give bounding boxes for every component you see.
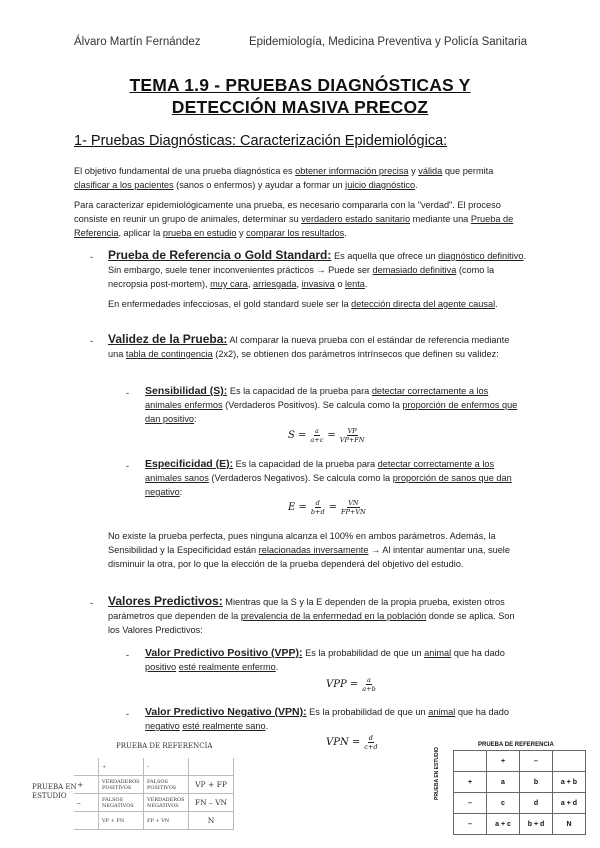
text-run: , aplicar la bbox=[118, 228, 163, 238]
predictivos-title: Valores Predictivos: bbox=[108, 594, 223, 608]
fraction bbox=[364, 734, 377, 751]
fraction bbox=[362, 676, 375, 693]
text-run: No existe la prueba perfecta, pues ninguna alcanza el 100% en ambos parámetros. Además, la Sensibilidad y la Especificidad están bbox=[108, 531, 496, 555]
bullet-dash: - bbox=[90, 252, 94, 262]
table-cell: + bbox=[454, 772, 487, 793]
text-run: que ha dado bbox=[455, 707, 509, 717]
especificidad-title: Especificidad (E): bbox=[145, 458, 234, 470]
text-run: Mientras que la S y la E dependen de la propia prueba, existen otros parámetros que dependen de la bbox=[108, 597, 505, 621]
bullet-dash: - bbox=[90, 336, 94, 346]
bullet-dash: - bbox=[126, 388, 130, 398]
fraction-numerator: a bbox=[314, 427, 319, 435]
process-paragraph bbox=[74, 198, 526, 240]
table-cell: + bbox=[99, 758, 144, 776]
table-cell bbox=[553, 751, 586, 772]
underlined-text: positivo bbox=[145, 662, 177, 672]
table-cell: c bbox=[487, 793, 520, 814]
underlined-text: verdadero estado sanitario bbox=[301, 214, 411, 224]
validez-title: Validez de la Prueba: bbox=[108, 332, 228, 346]
side-label-line: ESTUDIO bbox=[32, 792, 67, 800]
table-row bbox=[454, 751, 586, 772]
formula-lhs: VPP = bbox=[326, 679, 359, 690]
table-row bbox=[74, 794, 234, 812]
underlined-text: detección directa del agente causal bbox=[351, 299, 496, 309]
text-run: Es la capacidad de la prueba para bbox=[227, 386, 372, 396]
handwritten-table-side-label bbox=[32, 783, 77, 801]
fraction bbox=[310, 427, 323, 444]
fraction-numerator: d bbox=[368, 734, 373, 742]
table-cell: FN – VN bbox=[189, 794, 234, 812]
vpp-formula bbox=[326, 676, 376, 693]
fraction bbox=[311, 499, 325, 516]
table-cell: b bbox=[520, 772, 553, 793]
table-cell: a + d bbox=[553, 793, 586, 814]
text-run: o bbox=[334, 279, 345, 289]
table-cell: N bbox=[553, 814, 586, 835]
text-run: . Sin embargo, suele tener inconvenientes prácticos → Puede ser bbox=[108, 251, 527, 275]
handwritten-table-top-label: PRUEBA DE REFERENCIA bbox=[116, 742, 213, 750]
underlined-text: esté realmente sano bbox=[182, 721, 266, 731]
text-run: → Al intentar aumentar una, suele disminuir la otra, por lo que la elección de la prueba dependerá del objetivo del estudio. bbox=[108, 545, 510, 569]
underlined-text: proporción de enfermos que dan positivo bbox=[145, 400, 518, 424]
text-run: Es aquella que ofrece un bbox=[331, 251, 439, 261]
bullet-dash: - bbox=[126, 650, 130, 660]
table-cell: + bbox=[487, 751, 520, 772]
fraction-numerator: VN bbox=[348, 499, 359, 507]
text-run: Al comparar la nueva prueba con el estándar de referencia mediante una bbox=[108, 335, 510, 359]
formula-lhs: S = bbox=[288, 430, 307, 441]
text-run: , bbox=[247, 279, 254, 289]
table-cell: VP + FP bbox=[189, 776, 234, 794]
table-row bbox=[74, 776, 234, 794]
fraction-denominator: a+c bbox=[310, 436, 324, 444]
text-run: . bbox=[495, 299, 498, 309]
print-table-top-label: PRUEBA DE REFERENCIA bbox=[478, 742, 554, 748]
underlined-text: juicio diagnóstico bbox=[345, 180, 416, 190]
text-run: donde se aplica. Son los Valores Predictivos: bbox=[108, 611, 515, 635]
underlined-text: demasiado definitiva bbox=[372, 265, 457, 275]
fraction bbox=[340, 427, 365, 444]
underlined-text: relacionadas inversamente bbox=[258, 545, 369, 555]
underlined-text: detectar correctamente a los animales enfermos bbox=[145, 386, 489, 410]
underlined-text: clasificar a los pacientes bbox=[74, 180, 174, 190]
vpn-title: Valor Predictivo Negativo (VPN): bbox=[145, 706, 307, 718]
especificidad-paragraph bbox=[145, 457, 525, 499]
text-run: Para caracterizar epidemiológicamente una prueba, es necesario compararla con la "verdad". El proceso consiste en reunir un grupo de animales, determinar su bbox=[74, 200, 501, 224]
underlined-text: detectar correctamente a los animales sanos bbox=[145, 459, 495, 483]
gold-standard-title: Prueba de Referencia o Gold Standard: bbox=[108, 248, 332, 262]
table-cell: VERDADEROS POSITIVOS bbox=[99, 776, 144, 794]
table-cell: – bbox=[144, 758, 189, 776]
text-run: El objetivo fundamental de una prueba diagnóstica es bbox=[74, 166, 296, 176]
underlined-text: tabla de contingencia bbox=[125, 349, 213, 359]
vpn-paragraph bbox=[145, 705, 525, 733]
table-cell: a + b bbox=[553, 772, 586, 793]
table-cell: – bbox=[74, 794, 99, 812]
text-run: Es la probabilidad de que un bbox=[306, 707, 429, 717]
text-run: (Verdaderos Positivos). Se calcula como la bbox=[222, 400, 403, 410]
sensibilidad-formula bbox=[288, 427, 365, 444]
fraction-denominator: c+d bbox=[364, 743, 378, 751]
underlined-text: muy cara bbox=[210, 279, 248, 289]
table-cell: a + c bbox=[487, 814, 520, 835]
table-cell: b + d bbox=[520, 814, 553, 835]
side-label-line: PRUEBA EN bbox=[32, 783, 77, 791]
table-cell: FP + VN bbox=[144, 812, 189, 830]
formula-lhs: VPN = bbox=[326, 737, 361, 748]
text-run: Es la probabilidad de que un bbox=[302, 648, 425, 658]
print-table-side-label: PRUEBA EN ESTUDIO bbox=[434, 747, 440, 800]
fraction-denominator: FP+VN bbox=[341, 508, 366, 516]
text-run: (2x2), se obtienen dos parámetros intrínsecos que definen su validez: bbox=[212, 349, 499, 359]
bullet-dash: - bbox=[126, 461, 130, 471]
table-cell: FALSOS NEGATIVOS bbox=[99, 794, 144, 812]
underlined-text: arriesgada bbox=[253, 279, 297, 289]
fraction bbox=[341, 499, 366, 516]
text-run: . bbox=[275, 662, 279, 672]
table-cell: VP + FN bbox=[99, 812, 144, 830]
text-run: . bbox=[265, 721, 269, 731]
underlined-text: esté realmente enfermo bbox=[178, 662, 276, 672]
intro-paragraph bbox=[74, 164, 526, 192]
handwritten-contingency-table bbox=[74, 758, 234, 830]
sensibilidad-title: Sensibilidad (S): bbox=[145, 385, 228, 397]
text-run: mediante una bbox=[410, 214, 471, 224]
gold-standard-paragraph bbox=[108, 248, 526, 291]
bullet-dash: - bbox=[126, 709, 130, 719]
text-run: que ha dado bbox=[451, 648, 505, 658]
underlined-text: obtener información precisa bbox=[295, 166, 409, 176]
predictivos-paragraph bbox=[108, 594, 526, 637]
table-cell bbox=[189, 758, 234, 776]
bullet-dash: - bbox=[90, 598, 94, 608]
equals-sign: = bbox=[327, 430, 336, 441]
text-run: . bbox=[415, 180, 418, 190]
table-row bbox=[454, 793, 586, 814]
header-author: Álvaro Martín Fernández bbox=[74, 36, 201, 48]
underlined-text: válida bbox=[418, 166, 443, 176]
table-cell: – bbox=[520, 751, 553, 772]
underlined-text: invasiva bbox=[301, 279, 335, 289]
table-row bbox=[74, 812, 234, 830]
text-run: . bbox=[364, 279, 368, 289]
table-cell: + bbox=[74, 776, 99, 794]
text-run: , bbox=[296, 279, 302, 289]
equals-sign: = bbox=[328, 502, 338, 513]
table-row bbox=[74, 758, 234, 776]
underlined-text: negativo bbox=[145, 721, 180, 731]
fraction-denominator: b+d bbox=[310, 508, 325, 516]
underlined-text: animal bbox=[424, 648, 452, 658]
validez-paragraph bbox=[108, 332, 526, 361]
table-cell bbox=[74, 812, 99, 830]
text-run: : bbox=[179, 487, 183, 497]
especificidad-formula bbox=[288, 499, 366, 516]
printed-contingency-table bbox=[453, 750, 586, 835]
page-title-line1: TEMA 1.9 - PRUEBAS DIAGNÓSTICAS Y bbox=[129, 75, 471, 95]
text-run: En enfermedades infecciosas, el gold standard suele ser la bbox=[108, 299, 352, 309]
fraction-numerator: VP bbox=[347, 427, 357, 435]
table-cell: N bbox=[189, 812, 234, 830]
underlined-text: prevalencia de la enfermedad en la población bbox=[240, 611, 427, 621]
table-row bbox=[454, 814, 586, 835]
underlined-text: animal bbox=[428, 707, 456, 717]
text-run: : bbox=[194, 414, 197, 424]
table-cell: VERDADEROS NEGATIVOS bbox=[144, 794, 189, 812]
table-cell bbox=[74, 758, 99, 776]
vpp-paragraph bbox=[145, 646, 525, 674]
underlined-text: prueba en estudio bbox=[162, 228, 237, 238]
sensibilidad-paragraph bbox=[145, 384, 525, 426]
fraction-numerator: d bbox=[315, 499, 320, 507]
page-title-line2: DETECCIÓN MASIVA PRECOZ bbox=[171, 97, 429, 117]
gold-standard-note bbox=[108, 297, 526, 311]
underlined-text: proporción de sanos que dan negativo bbox=[145, 473, 512, 497]
text-run: que permita bbox=[442, 166, 494, 176]
underlined-text: diagnóstico definitivo bbox=[438, 251, 524, 261]
table-cell: FALSOS POSITIVOS bbox=[144, 776, 189, 794]
table-row bbox=[454, 772, 586, 793]
text-run: y bbox=[236, 228, 247, 238]
fraction-numerator: a bbox=[367, 676, 371, 684]
text-run: (como la necropsia post-mortem), bbox=[108, 265, 495, 289]
underlined-text: comparar los resultados bbox=[246, 228, 345, 238]
vpp-title: Valor Predictivo Positivo (VPP): bbox=[145, 647, 303, 659]
table-cell: a bbox=[487, 772, 520, 793]
text-run: . bbox=[344, 228, 347, 238]
vpn-formula bbox=[326, 734, 378, 751]
table-cell: d bbox=[520, 793, 553, 814]
text-run: (sanos o enfermos) y ayudar a formar un bbox=[173, 180, 346, 190]
validez-note bbox=[108, 529, 526, 571]
text-run: (Verdaderos Negativos). Se calcula como la bbox=[208, 473, 393, 483]
table-cell: – bbox=[454, 814, 487, 835]
fraction-denominator: VP+FN bbox=[339, 436, 365, 444]
table-cell: – bbox=[454, 793, 487, 814]
underlined-text: lenta bbox=[344, 279, 365, 289]
table-cell bbox=[454, 751, 487, 772]
section-heading: 1- Pruebas Diagnósticas: Caracterización Epidemiológica: bbox=[74, 133, 448, 149]
text-run: y bbox=[408, 166, 419, 176]
fraction-denominator: a+b bbox=[362, 685, 376, 693]
underlined-text: Prueba de Referencia bbox=[74, 214, 514, 238]
formula-lhs: E = bbox=[288, 502, 307, 513]
header-subject: Epidemiología, Medicina Preventiva y Policía Sanitaria bbox=[248, 36, 527, 48]
text-run: Es la capacidad de la prueba para bbox=[233, 459, 378, 469]
